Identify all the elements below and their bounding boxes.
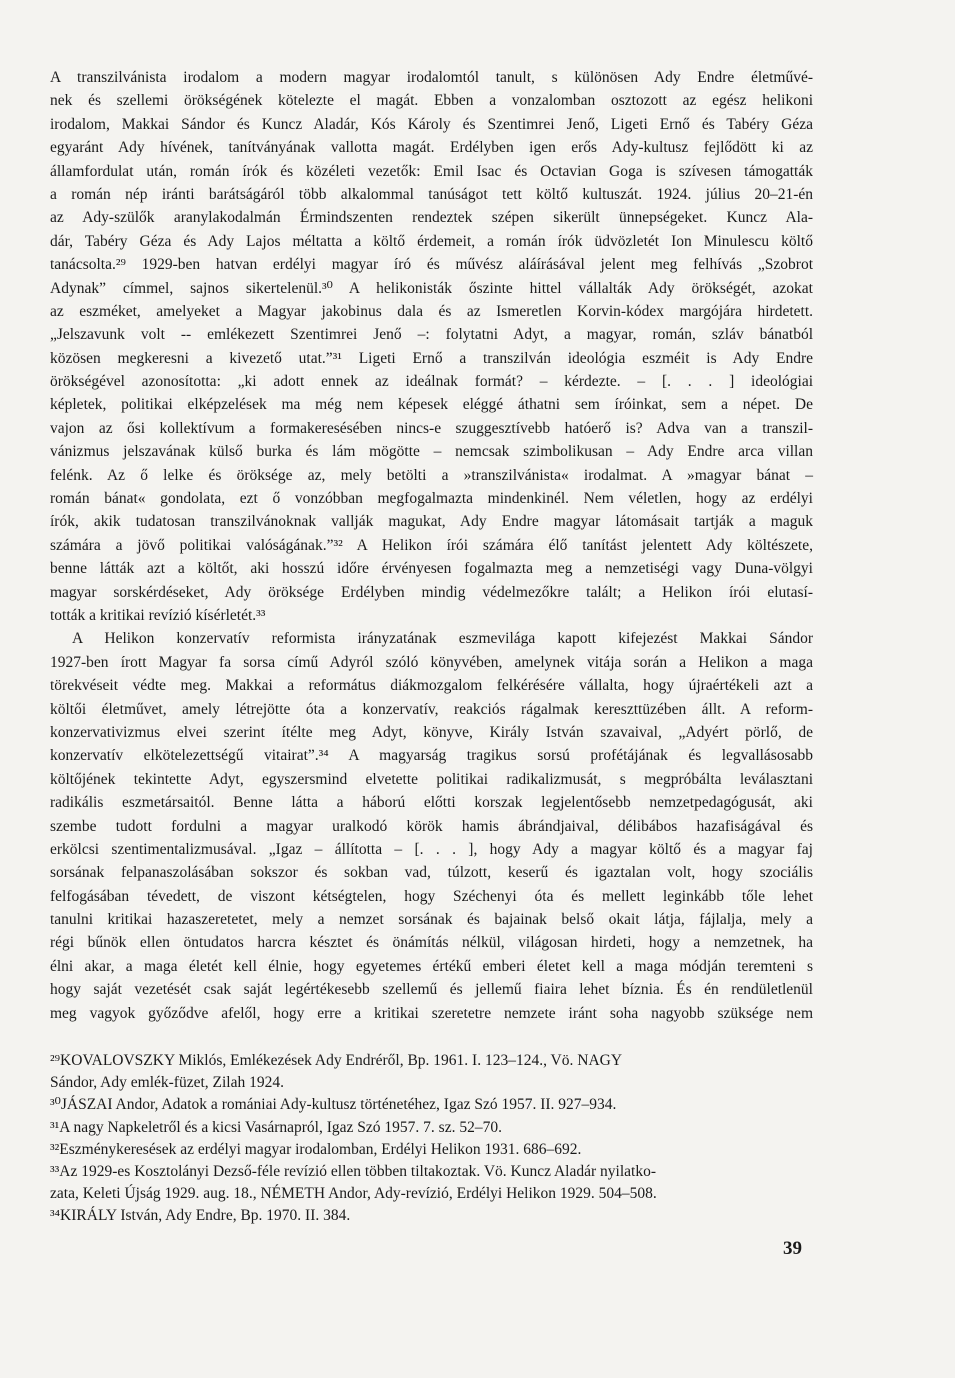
text-line: költői életművet, amely létrejötte óta a konzervatív, reakciós rágalmak kereszttüzében állt. A reform- (50, 700, 813, 718)
text-line: képletek, politikai elképzelések ma még nem képesek eléggé áthatni sem íróinkat, sem a népet. De (50, 396, 813, 414)
text-line: közösen megkeresni a kivezető utat.”³¹ Ligeti Ernő a transzilván ideológia eszméit is Ady Endre (50, 349, 813, 367)
text-line: felfogásában tévedett, de viszont kétségtelen, hogy Széchenyi óta és mellett leginkább tőle lehet (50, 887, 813, 905)
text-line: dár, Tabéry Géza és Ady Lajos méltatta a költő érdemeit, a román írók üdvözletét Ion Minulescu költő (50, 232, 813, 250)
text-line: írók, akik tudatosan transzilvánoknak vallják magukat, Ady Endre magyar látomásait tartják a maguk (50, 513, 813, 531)
footnote-line: zata, Keleti Újság 1929. aug. 18., NÉMETH Andor, Ady-revízió, Erdélyi Helikon 1929. 504–508. (50, 1185, 657, 1203)
text-line: számára a jövő politikai valóságának.”³² A Helikon írói számára élő tanítást jelentett Ady költészete, (50, 536, 813, 554)
text-line: egyaránt Ady hívének, tanítványának vallotta magát. Erdélyben igen erős Ady-kultusz fejlődött ki az (50, 139, 813, 157)
text-line: konzervatív elkötelezettségű vitairat”.³⁴ A magyarság tragikus sorsú profétájának és legvallásosabb (50, 747, 813, 765)
text-line: régi bűnök ellen öntudatos harcra késztet és önámítás nélkül, világosan hirdeti, hogy a nemzetnek, ha (50, 934, 813, 952)
text-line: román bánat« gondolata, ezt ő vonzóbban megfogalmazta mindenkinél. Nem véletlen, hogy az erdélyi (50, 490, 813, 508)
footnote-line: ²⁹KOVALOVSZKY Miklós, Emlékezések Ady Endréről, Bp. 1961. I. 123–124., Vö. NAGY (50, 1052, 623, 1069)
text-line: meg vagyok győződve afelől, hogy erre a kritikai szeretetre nemzete iránt soha nagyobb szüksége nem (50, 1004, 813, 1022)
text-line: törekvéseit védte meg. Makkai a református diákmozgalom felkérésére vállalta, hogy újraértékeli azt a (50, 677, 813, 695)
footnote-line: ³²Eszménykeresések az erdélyi magyar irodalomban, Erdélyi Helikon 1931. 686–692. (50, 1140, 582, 1158)
text-line: konzervativizmus elvei szerint ítélte meg Adyt, könyve, Király István szavaival, „Adyért pörlő, de (50, 723, 813, 741)
text-line: tanulni kritikai hazaszeretetet, mely a nemzet sorsának és bajainak belső okait látja, fájlalja, mely a (50, 911, 813, 929)
text-line: az Ady-szülők aranylakodalmán Érmindszenten rendeztek szépen sikerült ünnepségeket. Kuncz Ala- (50, 209, 813, 227)
text-line: szembe tudott fordulni a magyar uralkodó körök hamis ábrándjaival, délibábos hazafiságával és (50, 817, 813, 835)
body-text (50, 66, 813, 1025)
footnote-line: ³¹A nagy Napkeletről és a kicsi Vasárnapról, Igaz Szó 1957. 7. sz. 52–70. (50, 1118, 502, 1136)
footnotes (50, 1050, 820, 1228)
text-line: az eszméket, amelyeket a Magyar jakobinus dala és az Ismeretlen Korvin-kódex margójára hirdetett. (50, 302, 813, 320)
text-line: Adynak” címmel, sajnos sikertelenül.³⁰ A helikonisták őszinte hittel vállalták Ady örökségét, azokat (50, 279, 813, 297)
footnote-line: ³⁰JÁSZAI Andor, Adatok a romániai Ady-kultusz történetéhez, Igaz Szó 1957. II. 927–934. (50, 1096, 617, 1114)
text-line: felénk. Az ő lelke és öröksége az, mely betölti a »transzilvánista« irodalmat. A »magyar bánat – (50, 466, 813, 484)
text-line: örökségével azonosította: „ki adott ennek az ideálnak formát? – kérdezte. – [. . . ] ideológiai (50, 373, 813, 391)
text-line: sorsának felpanaszolásában sokszor és sokban vad, túlzott, keserű és igaztalan volt, hogy szociális (50, 864, 813, 882)
text-line: tották a kritikai revízió kísérletét.³³ (50, 606, 266, 624)
text-line: A transzilvánista irodalom a modern magyar irodalomtól tanult, s különösen Ady Endre életművé- (50, 69, 813, 86)
text-line: radikális eszmetársaitól. Benne látta a háború előtti korszak legjelentősebb nemzetpedagógusát, aki (50, 794, 813, 812)
text-line: 1927-ben írott Magyar fa sorsa című Adyról szóló könyvében, amelynek vitája során a Helikon a maga (50, 653, 813, 671)
text-line: benne látták azt a költőt, aki hosszú időre érvényesen fogalmazta meg a nemzetiségi vagy Duna-völgyi (50, 560, 813, 578)
text-line: magyar sorskérdéseket, Ady öröksége Erdélyben mindig védelmezőkre talált; a Helikon írói elutasí- (50, 583, 813, 601)
footnote-line: ³³Az 1929-es Kosztolányi Dezső-féle revízió ellen többen tiltakoztak. Vö. Kuncz Aladár nyilatko- (50, 1162, 656, 1180)
text-line: „Jelszavunk volt -- emlékezett Szentimrei Jenő –: folytatni Adyt, a magyar, román, szláv bánatból (50, 326, 813, 344)
text-line: a román nép iránti barátságáról több alkalommal tanúságot tett költő kultuszát. 1924. július 20–21-én (50, 185, 813, 203)
text-line: irodalom, Makkai Sándor és Kuncz Aladár, Kós Károly és Szentimrei Jenő, Ligeti Ernő és Tabéry Géza (50, 115, 813, 133)
text-line: költőjének tekintette Adyt, egyszersmind elvetette politikai radikalizmusát, s megpróbálta leválasztani (50, 770, 813, 788)
footnote-line: Sándor, Ady emlék-füzet, Zilah 1924. (50, 1074, 284, 1092)
text-line: vajon az ősi kollektívum a formakeresésében nincs-e szuggesztívebb hatóerő is? Adva van a transzil- (50, 419, 813, 437)
text-line: vánizmus jelszavának külső burka és lám mögötte – nemcsak szimbolikusan – Ady Endre arca villan (50, 443, 813, 461)
page-number: 39 (783, 1238, 802, 1259)
text-line: A Helikon konzervatív reformista irányzatának eszmevilága kapott kifejezést Makkai Sándor (72, 630, 813, 648)
text-line: tanácsolta.²⁹ 1929-ben hatvan erdélyi magyar író és művész aláírásával jelent meg felhívás „Szobrot (50, 256, 813, 274)
text-line: erkölcsi szentimentalizmusával. „Igaz – állította – [. . . ], hogy Ady a magyar költő és a magyar faj (50, 840, 813, 858)
text-line: hogy saját vezetését csak saját legértékesebb szellemű és jellemű fiaira lehet bíznia. És én rendületlenül (50, 981, 813, 999)
text-line: nek és szellemi örökségének kötelezte el magát. Ebben a vonzalomban osztozott az egész helikoni (50, 92, 813, 110)
footnote-line: ³⁴KIRÁLY István, Ady Endre, Bp. 1970. II. 384. (50, 1207, 351, 1225)
text-line: államfordulat után, román írók és közéleti vezetők: Emil Isac és Octavian Goga is szívesen támogatták (50, 162, 813, 180)
text-line: élni akar, a maga életét kell élnie, hogy egyetemes értékű emberi életet kell a maga módján teremteni s (50, 957, 813, 975)
